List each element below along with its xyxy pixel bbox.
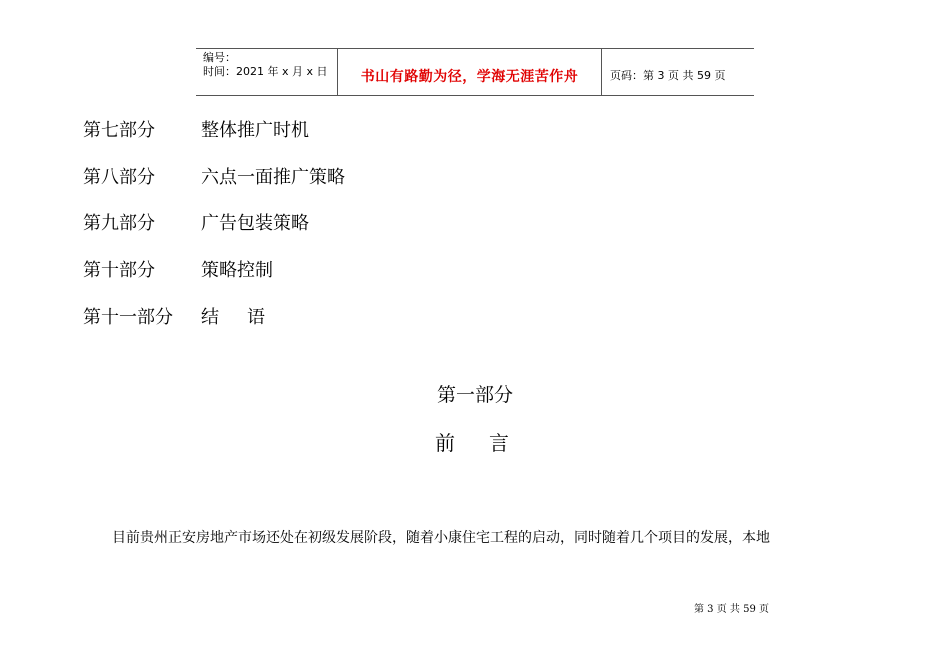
toc-label: 第八部分: [83, 167, 155, 188]
motto-text: 书山有路勤为径，学海无涯苦作舟: [360, 69, 579, 85]
document-header: [196, 48, 754, 96]
toc-label: 第十一部分: [83, 307, 173, 328]
toc-title: 六点一面推广策略: [201, 167, 345, 188]
page-footer: 第 3 页 共 59 页: [694, 604, 769, 615]
body-paragraph: 目前贵州正安房地产市场还处在初级发展阶段，随着小康住宅工程的启动，同时随着几个项目的发展，本地: [112, 530, 770, 546]
time-label: 时间：2021 年 x 月 x 日: [203, 65, 328, 78]
toc-label: 第十部分: [83, 260, 155, 281]
toc-label: 第七部分: [83, 120, 155, 141]
section-heading: 前言: [435, 431, 543, 455]
header-page-cell: [602, 49, 754, 95]
section-part-title: 第一部分: [436, 384, 513, 406]
toc-title: 结语: [201, 307, 293, 328]
toc-title: 广告包装策略: [201, 213, 309, 234]
header-motto-cell: [338, 49, 602, 95]
toc-label: 第九部分: [83, 213, 155, 234]
toc-title: 整体推广时机: [201, 120, 309, 141]
header-meta-cell: [196, 49, 338, 95]
page-code: 页码：第 3 页 共 59 页: [610, 69, 726, 82]
toc-title: 策略控制: [201, 260, 273, 281]
number-label: 编号：: [203, 51, 236, 64]
